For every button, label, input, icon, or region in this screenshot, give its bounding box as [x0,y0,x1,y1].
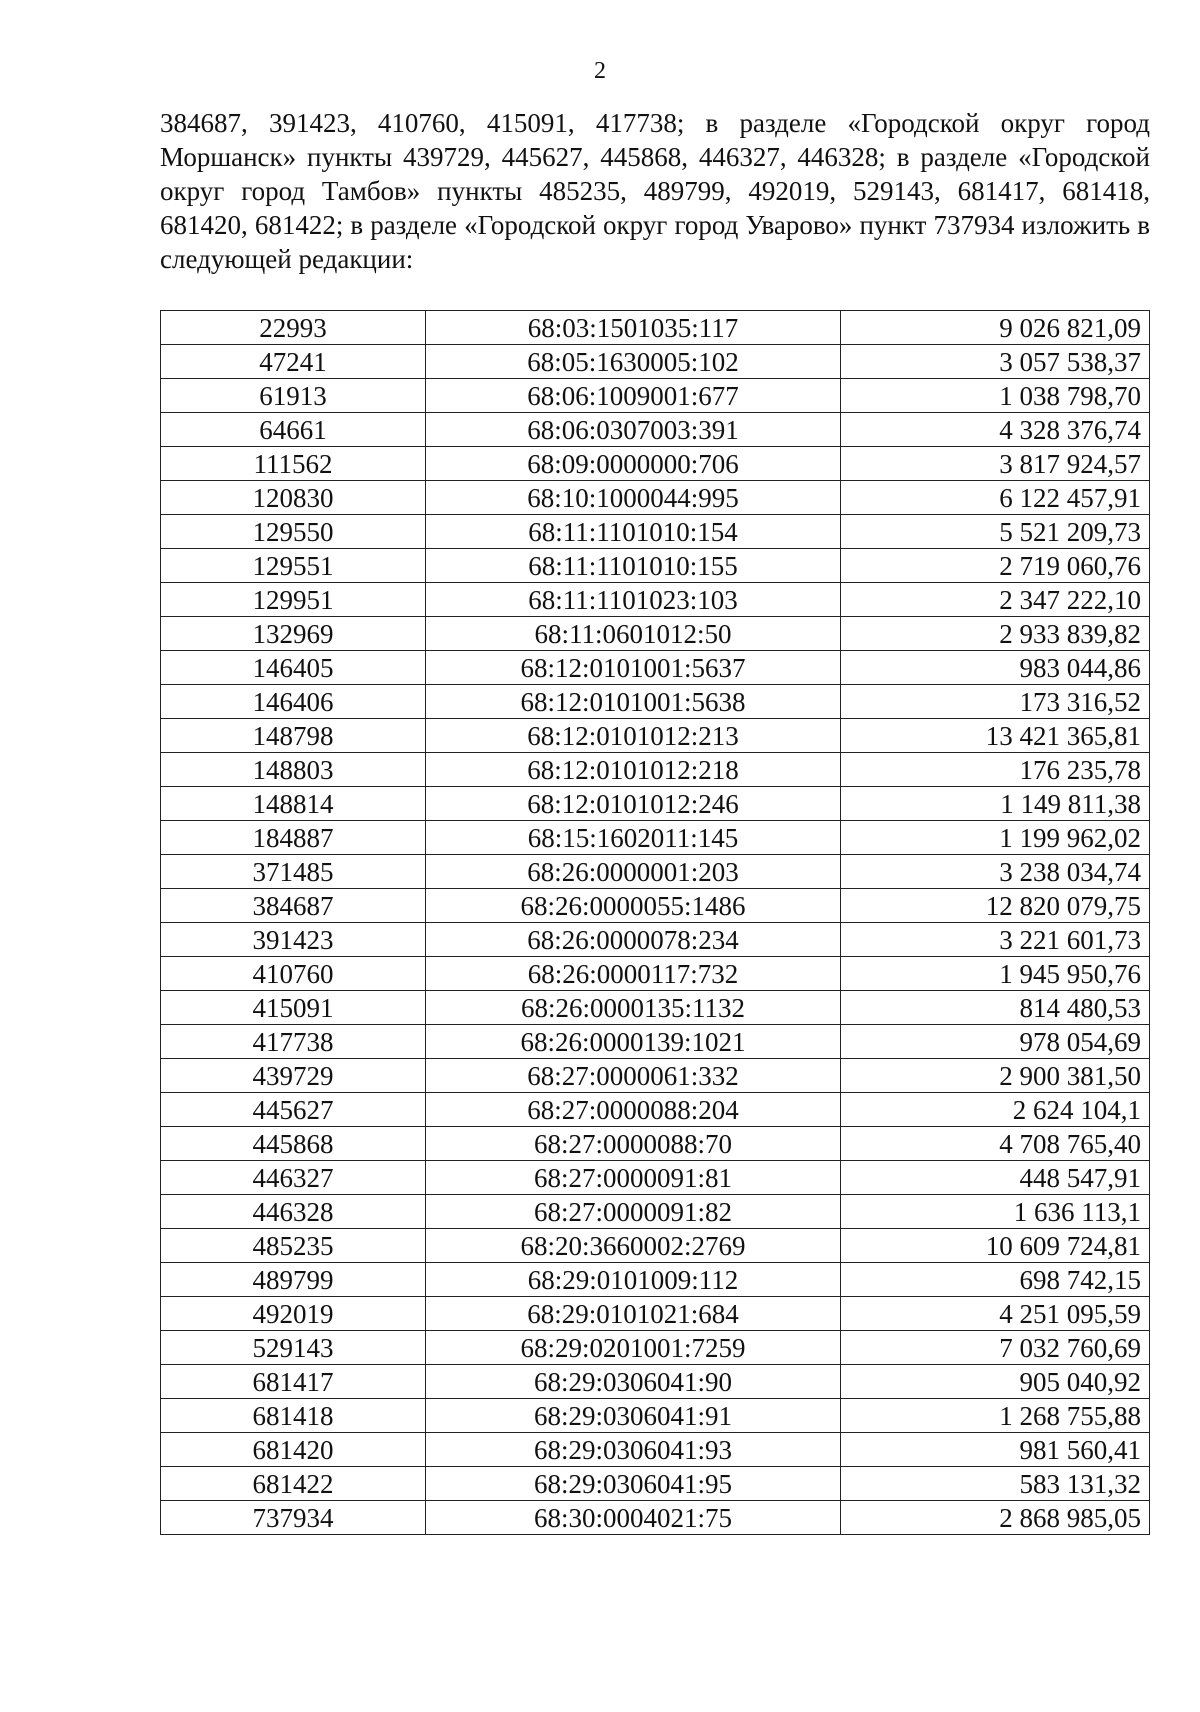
table-row [161,311,1150,345]
cadastral-number-cell: 68:09:0000000:706 [426,447,841,481]
cadastral-number-cell: 68:12:0101012:246 [426,787,841,821]
table-row [161,1263,1150,1297]
value-cell: 9 026 821,09 [841,311,1150,345]
value-cell: 13 421 365,81 [841,719,1150,753]
value-cell: 3 057 538,37 [841,345,1150,379]
cadastral-number-cell: 68:03:1501035:117 [426,311,841,345]
item-number-cell: 148798 [161,719,426,753]
intro-text: 384687, 391423, 410760, 415091, 417738; в разделе «Городской округ город Моршанск» пункты 439729, 445627, 445868, 446327, 446328; в разделе «Городской округ город Тамбов» пункты 485235, 489799, 492019, 529143, 681417, 681418, 681420, 681422; в разделе «Городской округ город Уварово» пункт 737934 изложить в следующей редакции: [160,108,1150,274]
table-row [161,1059,1150,1093]
table-row [161,889,1150,923]
value-cell: 4 708 765,40 [841,1127,1150,1161]
item-number-cell: 439729 [161,1059,426,1093]
value-cell: 5 521 209,73 [841,515,1150,549]
value-cell: 981 560,41 [841,1433,1150,1467]
item-number-cell: 737934 [161,1501,426,1535]
item-number-cell: 129551 [161,549,426,583]
cadastral-number-cell: 68:12:0101012:213 [426,719,841,753]
value-cell: 2 868 985,05 [841,1501,1150,1535]
cadastral-number-cell: 68:26:0000001:203 [426,855,841,889]
value-cell: 1 945 950,76 [841,957,1150,991]
value-cell: 2 347 222,10 [841,583,1150,617]
table-row [161,1297,1150,1331]
table-row [161,379,1150,413]
item-number-cell: 485235 [161,1229,426,1263]
table-row [161,1365,1150,1399]
item-number-cell: 129550 [161,515,426,549]
cadastral-number-cell: 68:05:1630005:102 [426,345,841,379]
table-row [161,1025,1150,1059]
item-number-cell: 681417 [161,1365,426,1399]
cadastral-number-cell: 68:06:1009001:677 [426,379,841,413]
item-number-cell: 529143 [161,1331,426,1365]
table-row [161,855,1150,889]
table-row [161,1161,1150,1195]
item-number-cell: 120830 [161,481,426,515]
cadastral-number-cell: 68:29:0306041:95 [426,1467,841,1501]
cadastral-number-cell: 68:27:0000091:81 [426,1161,841,1195]
cadastral-number-cell: 68:26:0000135:1132 [426,991,841,1025]
table-row [161,447,1150,481]
cadastral-number-cell: 68:06:0307003:391 [426,413,841,447]
value-cell: 1 038 798,70 [841,379,1150,413]
item-number-cell: 489799 [161,1263,426,1297]
cadastral-number-cell: 68:15:1602011:145 [426,821,841,855]
value-cell: 12 820 079,75 [841,889,1150,923]
item-number-cell: 132969 [161,617,426,651]
cadastral-number-cell: 68:29:0201001:7259 [426,1331,841,1365]
cadastral-number-cell: 68:11:1101023:103 [426,583,841,617]
value-cell: 583 131,32 [841,1467,1150,1501]
cadastral-number-cell: 68:11:0601012:50 [426,617,841,651]
table-row [161,957,1150,991]
value-cell: 4 328 376,74 [841,413,1150,447]
item-number-cell: 184887 [161,821,426,855]
value-cell: 1 199 962,02 [841,821,1150,855]
cadastral-number-cell: 68:11:1101010:155 [426,549,841,583]
value-cell: 7 032 760,69 [841,1331,1150,1365]
value-cell: 698 742,15 [841,1263,1150,1297]
cadastral-number-cell: 68:27:0000088:204 [426,1093,841,1127]
value-cell: 10 609 724,81 [841,1229,1150,1263]
value-cell: 6 122 457,91 [841,481,1150,515]
table-body [161,311,1150,1535]
item-number-cell: 445627 [161,1093,426,1127]
cadastral-number-cell: 68:29:0306041:91 [426,1399,841,1433]
cadastral-number-cell: 68:26:0000078:234 [426,923,841,957]
cadastral-number-cell: 68:26:0000139:1021 [426,1025,841,1059]
item-number-cell: 111562 [161,447,426,481]
cadastral-number-cell: 68:27:0000061:332 [426,1059,841,1093]
item-number-cell: 446327 [161,1161,426,1195]
table-row [161,583,1150,617]
item-number-cell: 681422 [161,1467,426,1501]
cadastral-number-cell: 68:10:1000044:995 [426,481,841,515]
intro-paragraph [160,106,1150,276]
value-cell: 4 251 095,59 [841,1297,1150,1331]
value-cell: 983 044,86 [841,651,1150,685]
value-cell: 448 547,91 [841,1161,1150,1195]
item-number-cell: 129951 [161,583,426,617]
item-number-cell: 146405 [161,651,426,685]
cadastral-number-cell: 68:29:0306041:93 [426,1433,841,1467]
item-number-cell: 22993 [161,311,426,345]
item-number-cell: 148814 [161,787,426,821]
cadastral-number-cell: 68:12:0101001:5638 [426,685,841,719]
table-row [161,515,1150,549]
table-row [161,481,1150,515]
item-number-cell: 47241 [161,345,426,379]
data-table [160,310,1150,1535]
value-cell: 1 149 811,38 [841,787,1150,821]
table-row [161,719,1150,753]
cadastral-number-cell: 68:30:0004021:75 [426,1501,841,1535]
value-cell: 3 221 601,73 [841,923,1150,957]
table-row [161,991,1150,1025]
value-cell: 905 040,92 [841,1365,1150,1399]
table-row [161,923,1150,957]
value-cell: 814 480,53 [841,991,1150,1025]
table-row [161,1331,1150,1365]
item-number-cell: 681420 [161,1433,426,1467]
item-number-cell: 417738 [161,1025,426,1059]
page-number: 2 [594,58,606,84]
item-number-cell: 371485 [161,855,426,889]
cadastral-number-cell: 68:12:0101001:5637 [426,651,841,685]
cadastral-number-cell: 68:12:0101012:218 [426,753,841,787]
table-row [161,549,1150,583]
cadastral-number-cell: 68:27:0000091:82 [426,1195,841,1229]
item-number-cell: 445868 [161,1127,426,1161]
value-cell: 1 636 113,1 [841,1195,1150,1229]
cadastral-number-cell: 68:11:1101010:154 [426,515,841,549]
item-number-cell: 146406 [161,685,426,719]
table-row [161,1433,1150,1467]
item-number-cell: 681418 [161,1399,426,1433]
cadastral-number-cell: 68:29:0101009:112 [426,1263,841,1297]
value-cell: 2 719 060,76 [841,549,1150,583]
item-number-cell: 64661 [161,413,426,447]
value-cell: 173 316,52 [841,685,1150,719]
value-cell: 2 933 839,82 [841,617,1150,651]
table-row [161,1195,1150,1229]
table-row [161,651,1150,685]
value-cell: 2 624 104,1 [841,1093,1150,1127]
item-number-cell: 410760 [161,957,426,991]
table-row [161,413,1150,447]
value-cell: 2 900 381,50 [841,1059,1150,1093]
table-row [161,1467,1150,1501]
table-row [161,1093,1150,1127]
table-row [161,753,1150,787]
value-cell: 3 238 034,74 [841,855,1150,889]
table-row [161,1127,1150,1161]
item-number-cell: 148803 [161,753,426,787]
item-number-cell: 446328 [161,1195,426,1229]
table-row [161,787,1150,821]
table-row [161,1229,1150,1263]
table-row [161,617,1150,651]
cadastral-number-cell: 68:26:0000055:1486 [426,889,841,923]
item-number-cell: 61913 [161,379,426,413]
item-number-cell: 415091 [161,991,426,1025]
item-number-cell: 492019 [161,1297,426,1331]
item-number-cell: 391423 [161,923,426,957]
table-row [161,821,1150,855]
table-row [161,345,1150,379]
table-row [161,685,1150,719]
cadastral-number-cell: 68:29:0101021:684 [426,1297,841,1331]
table-row [161,1501,1150,1535]
value-cell: 3 817 924,57 [841,447,1150,481]
value-cell: 176 235,78 [841,753,1150,787]
item-number-cell: 384687 [161,889,426,923]
cadastral-number-cell: 68:29:0306041:90 [426,1365,841,1399]
value-cell: 978 054,69 [841,1025,1150,1059]
value-cell: 1 268 755,88 [841,1399,1150,1433]
cadastral-number-cell: 68:27:0000088:70 [426,1127,841,1161]
cadastral-number-cell: 68:26:0000117:732 [426,957,841,991]
table-row [161,1399,1150,1433]
cadastral-number-cell: 68:20:3660002:2769 [426,1229,841,1263]
